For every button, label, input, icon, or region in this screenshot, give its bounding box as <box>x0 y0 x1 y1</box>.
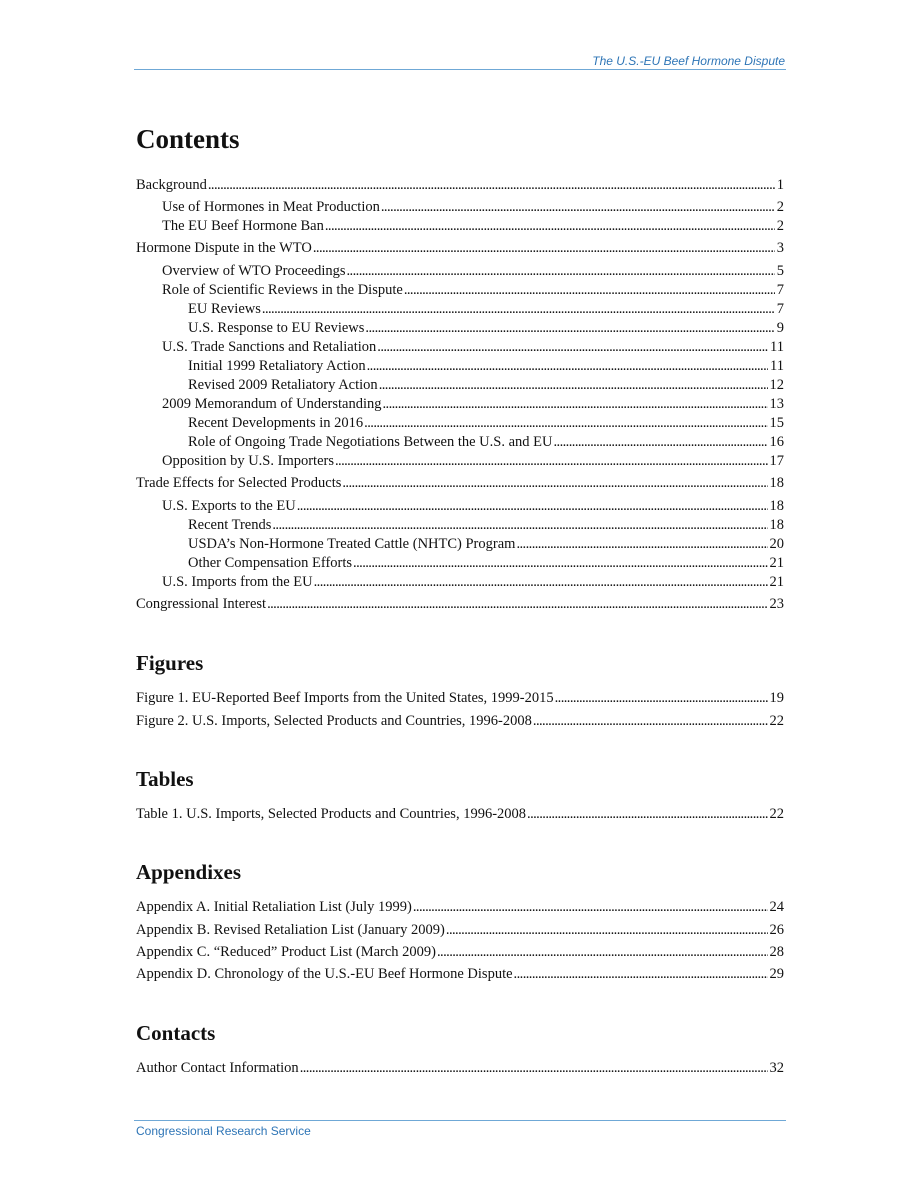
toc-entry[interactable] <box>136 317 784 337</box>
dot-leader <box>553 433 767 451</box>
toc-entry-page: 32 <box>769 1060 784 1076</box>
toc-entry-page: 29 <box>769 966 784 982</box>
toc-entry-label: Opposition by U.S. Importers <box>162 453 334 469</box>
toc-entry-label: U.S. Trade Sanctions and Retaliation <box>162 339 377 355</box>
toc-entry-page: 15 <box>769 415 784 431</box>
toc-entry[interactable] <box>136 412 784 432</box>
toc-entry-label: U.S. Imports from the EU <box>162 574 313 590</box>
dot-leader <box>382 395 767 413</box>
toc-entry-page: 2 <box>776 199 784 215</box>
dot-leader <box>208 176 775 194</box>
toc-entry-page: 5 <box>776 263 784 279</box>
dot-leader <box>555 689 768 707</box>
toc-entry-label: Figure 1. EU-Reported Beef Imports from the United States, 1999-2015 <box>136 690 554 706</box>
tables-heading: Tables <box>136 767 194 791</box>
toc-entry-label: Role of Scientific Reviews in the Dispute <box>162 282 403 298</box>
toc-entry[interactable] <box>136 533 784 553</box>
dot-leader <box>313 239 775 257</box>
toc-entry-label: Role of Ongoing Trade Negotiations Between the U.S. and EU <box>188 434 553 450</box>
toc-entry[interactable] <box>136 450 784 470</box>
toc-entry-page: 9 <box>776 320 784 336</box>
toc-entry-page: 11 <box>770 358 784 374</box>
toc-entry-page: 21 <box>769 555 784 571</box>
toc-entry-page: 19 <box>769 690 784 706</box>
dot-leader <box>342 474 767 492</box>
toc-entry[interactable] <box>136 260 784 280</box>
toc-entry[interactable] <box>136 196 784 216</box>
toc-entry[interactable] <box>136 431 784 451</box>
toc-entry[interactable] <box>136 237 784 257</box>
toc-entry[interactable] <box>136 941 784 961</box>
toc-entry-page: 26 <box>769 922 784 938</box>
toc-entry[interactable] <box>136 336 784 356</box>
footer-rule <box>134 1120 786 1121</box>
toc-entry[interactable] <box>136 710 784 730</box>
toc-entry-page: 16 <box>769 434 784 450</box>
dot-leader <box>377 338 768 356</box>
toc-entry[interactable] <box>136 355 784 375</box>
toc-entry-page: 11 <box>770 339 784 355</box>
toc-entry-page: 7 <box>776 301 784 317</box>
toc-entry[interactable] <box>136 514 784 534</box>
toc-entry-page: 18 <box>769 517 784 533</box>
toc-entry-page: 3 <box>776 240 784 256</box>
dot-leader <box>533 712 768 730</box>
toc-entry[interactable] <box>136 896 784 916</box>
dot-leader <box>325 217 775 235</box>
toc-entry[interactable] <box>136 571 784 591</box>
toc-entry-page: 18 <box>769 475 784 491</box>
toc-entry-page: 28 <box>769 944 784 960</box>
toc-entry-label: Other Compensation Efforts <box>188 555 353 571</box>
toc-entry-page: 20 <box>769 536 784 552</box>
toc-entry-label: Recent Trends <box>188 517 272 533</box>
dot-leader <box>267 595 767 613</box>
figures-heading: Figures <box>136 651 204 675</box>
toc-entry-label: Appendix B. Revised Retaliation List (January 2009) <box>136 922 445 938</box>
toc-entry[interactable] <box>136 174 784 194</box>
toc-entry[interactable] <box>136 803 784 823</box>
header-rule <box>134 69 786 70</box>
dot-leader <box>353 554 767 572</box>
toc-entry-label: Table 1. U.S. Imports, Selected Products and Countries, 1996-2008 <box>136 806 527 822</box>
toc-entry-label: Appendix D. Chronology of the U.S.-EU Beef Hormone Dispute <box>136 966 513 982</box>
toc-entry-label: Appendix A. Initial Retaliation List (July 1999) <box>136 899 412 915</box>
dot-leader <box>300 1059 768 1077</box>
dot-leader <box>381 198 775 216</box>
toc-entry-page: 21 <box>769 574 784 590</box>
toc-entry-label: The EU Beef Hormone Ban <box>162 218 324 234</box>
toc-entry-label: Use of Hormones in Meat Production <box>162 199 380 215</box>
running-header-title: The U.S.-EU Beef Hormone Dispute <box>592 54 785 68</box>
toc-entry[interactable] <box>136 472 784 492</box>
dot-leader <box>367 357 768 375</box>
toc-entry-label: Revised 2009 Retaliatory Action <box>188 377 378 393</box>
toc-entry-label: Figure 2. U.S. Imports, Selected Products and Countries, 1996-2008 <box>136 713 532 729</box>
dot-leader <box>272 516 767 534</box>
appendixes-heading: Appendixes <box>136 860 242 884</box>
toc-entry-label: Congressional Interest <box>136 596 267 612</box>
toc-entry-label: U.S. Response to EU Reviews <box>188 320 365 336</box>
toc-entry-label: Background <box>136 177 207 193</box>
dot-leader <box>335 452 768 470</box>
dot-leader <box>365 319 774 337</box>
toc-entry-page: 17 <box>769 453 784 469</box>
toc-entry-label: EU Reviews <box>188 301 261 317</box>
toc-entry-label: Appendix C. “Reduced” Product List (March 2009) <box>136 944 436 960</box>
toc-entry-page: 24 <box>769 899 784 915</box>
dot-leader <box>404 281 775 299</box>
dot-leader <box>527 805 767 823</box>
dot-leader <box>364 414 767 432</box>
toc-entry[interactable] <box>136 593 784 613</box>
toc-entry-page: 12 <box>769 377 784 393</box>
toc-entry[interactable] <box>136 919 784 939</box>
toc-entry[interactable] <box>136 374 784 394</box>
toc-entry-page: 22 <box>769 713 784 729</box>
toc-entry[interactable] <box>136 215 784 235</box>
dot-leader <box>297 497 768 515</box>
dot-leader <box>379 376 768 394</box>
contents-heading: Contents <box>136 124 240 154</box>
toc-entry[interactable] <box>136 687 784 707</box>
toc-entry-label: Overview of WTO Proceedings <box>162 263 346 279</box>
toc-entry-label: 2009 Memorandum of Understanding <box>162 396 382 412</box>
toc-entry-label: USDA’s Non-Hormone Treated Cattle (NHTC) Program <box>188 536 516 552</box>
dot-leader <box>262 300 775 318</box>
toc-entry[interactable] <box>136 1057 784 1077</box>
toc-entry-label: U.S. Exports to the EU <box>162 498 296 514</box>
toc-entry-label: Trade Effects for Selected Products <box>136 475 342 491</box>
toc-entry[interactable] <box>136 552 784 572</box>
toc-entry-label: Author Contact Information <box>136 1060 299 1076</box>
toc-entry-label: Hormone Dispute in the WTO <box>136 240 312 256</box>
dot-leader <box>514 965 768 983</box>
toc-entry-page: 2 <box>776 218 784 234</box>
toc-entry[interactable] <box>136 393 784 413</box>
footer-organization: Congressional Research Service <box>136 1124 311 1138</box>
toc-entry-page: 18 <box>769 498 784 514</box>
toc-entry-page: 22 <box>769 806 784 822</box>
toc-entry-label: Initial 1999 Retaliatory Action <box>188 358 366 374</box>
dot-leader <box>516 535 767 553</box>
toc-entry[interactable] <box>136 963 784 983</box>
dot-leader <box>437 943 768 961</box>
toc-entry[interactable] <box>136 298 784 318</box>
dot-leader <box>413 898 768 916</box>
dot-leader <box>347 262 775 280</box>
toc-entry-page: 23 <box>769 596 784 612</box>
dot-leader <box>314 573 768 591</box>
toc-entry-page: 13 <box>769 396 784 412</box>
contacts-heading: Contacts <box>136 1021 216 1045</box>
toc-entry[interactable] <box>136 495 784 515</box>
dot-leader <box>446 921 768 939</box>
toc-entry-label: Recent Developments in 2016 <box>188 415 364 431</box>
toc-entry-page: 1 <box>776 177 784 193</box>
toc-entry[interactable] <box>136 279 784 299</box>
toc-entry-page: 7 <box>776 282 784 298</box>
